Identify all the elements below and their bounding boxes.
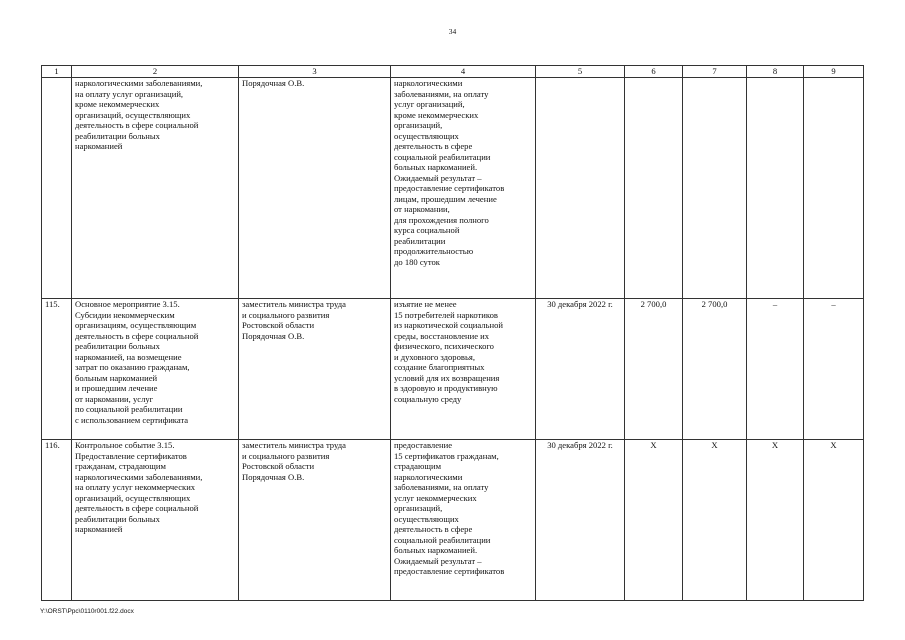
cell-number: 115. [42,299,72,440]
column-number-6: 6 [625,66,683,78]
table-row-continuation [42,78,864,299]
column-number-9: 9 [804,66,864,78]
cell-amount-col7: Х [683,440,747,601]
plan-table [41,65,864,601]
cell-deadline [536,78,625,299]
column-number-7: 7 [683,66,747,78]
cell-deadline: 30 декабря 2022 г. [536,440,625,601]
column-number-8: 8 [747,66,804,78]
column-number-2: 2 [72,66,239,78]
cell-responsible: Порядочная О.В. [239,78,391,299]
cell-amount-col9: – [804,299,864,440]
cell-amount-total: 2 700,0 [625,299,683,440]
cell-amount-col8 [747,78,804,299]
column-number-4: 4 [391,66,536,78]
table-row [42,299,864,440]
cell-amount-col7 [683,78,747,299]
cell-activity-name: наркологическими заболеваниями, на оплату услуг организаций, кроме некоммерческих организаций, осуществляющих деятельность в сфере социальной реабилитации больных наркоманией [72,78,239,299]
cell-result: предоставление 15 сертификатов гражданам, страдающим наркологическими заболеваниями, на оплату услуг некоммерческих организаций, осуществляющих деятельность в сфере социальной реабилитации больных наркоманией. Ожидаемый результат – предоставление сертификатов [391,440,536,601]
cell-result: наркологическими заболеваниями, на оплату услуг организаций, кроме некоммерческих организаций, осуществляющих деятельность в сфере социальной реабилитации больных наркоманией. Ожидаемый результат – предоставление сертификатов лицам, прошедшим лечение от наркомании, для прохождения полного курса социальной реабилитации продолжительностью до 180 суток [391,78,536,299]
cell-responsible: заместитель министра труда и социального развития Ростовской области Порядочная О.В. [239,440,391,601]
cell-number [42,78,72,299]
cell-amount-col9: Х [804,440,864,601]
table-header-row [42,66,864,78]
column-number-3: 3 [239,66,391,78]
cell-amount-col8: Х [747,440,804,601]
cell-amount-col8: – [747,299,804,440]
cell-number: 116. [42,440,72,601]
cell-deadline: 30 декабря 2022 г. [536,299,625,440]
cell-amount-total [625,78,683,299]
file-path-footer: Y:\ORST\Ppc\0110r001.f22.docx [40,608,134,615]
column-number-1: 1 [42,66,72,78]
table-row [42,440,864,601]
cell-activity-name: Контрольное событие 3.15. Предоставление сертификатов гражданам, страдающим наркологическими заболеваниями, на оплату услуг некоммерческих организаций, осуществляющих деятельность в сфере социальной реабилитации больных наркоманией [72,440,239,601]
cell-amount-total: Х [625,440,683,601]
cell-amount-col9 [804,78,864,299]
cell-result: изъятие не менее 15 потребителей наркотиков из наркотической социальной среды, восстановление их физического, психического и духовного здоровья, создание благоприятных условий для их возвращения в здоровую и продуктивную социальную среду [391,299,536,440]
cell-activity-name: Основное мероприятие 3.15. Субсидии некоммерческим организациям, осуществляющим деятельность в сфере социальной реабилитации больных наркоманией, на возмещение затрат по оказанию гражданам, больным наркоманией и прошедшим лечение от наркомании, услуг по социальной реабилитации с использованием сертификата [72,299,239,440]
page-number: 34 [448,27,457,36]
cell-amount-col7: 2 700,0 [683,299,747,440]
cell-responsible: заместитель министра труда и социального развития Ростовской области Порядочная О.В. [239,299,391,440]
column-number-5: 5 [536,66,625,78]
